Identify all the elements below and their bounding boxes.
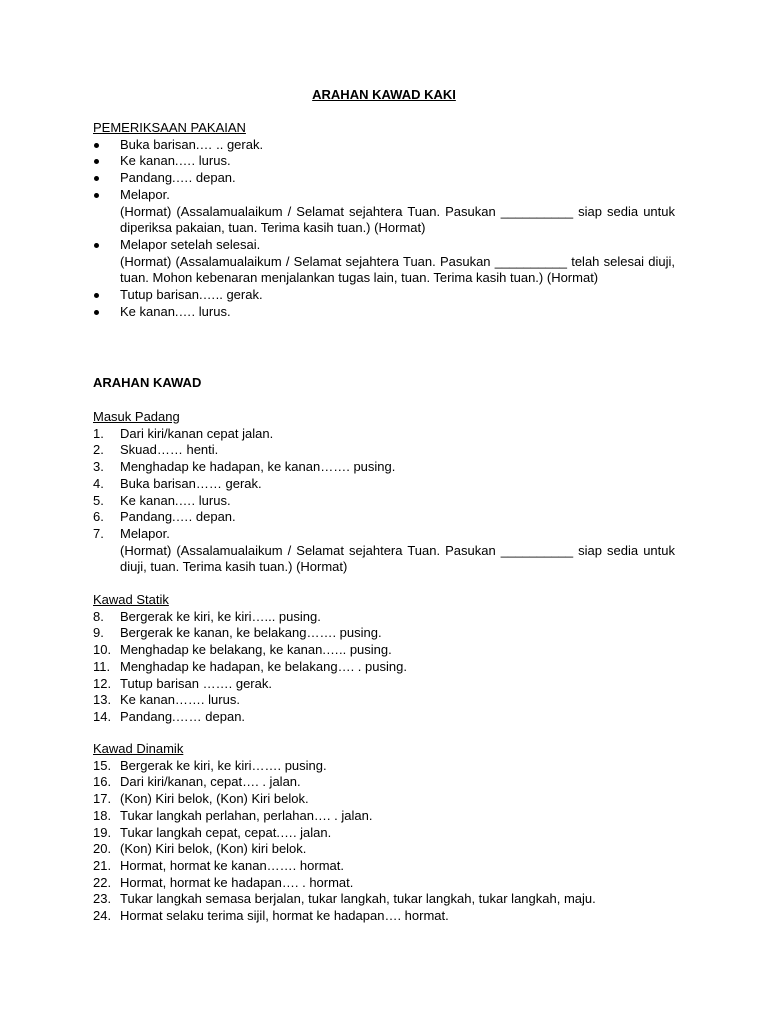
bullet-icon bbox=[93, 137, 105, 154]
list-item: 21. Hormat, hormat ke kanan……. hormat. bbox=[93, 857, 344, 873]
list-item: Melapor setelah selesai. (Hormat) (Assalamualaikum / Selamat sejahtera Tuan. Pasukan __________ telah selesai diuji, tuan. Mohon kebenaran menjalankan tugas lain, tuan. Terima kasih tuan.) (Hormat) bbox=[93, 237, 675, 287]
list-item: 9. Bergerak ke kanan, ke belakang……. pusing. bbox=[93, 625, 382, 641]
section-pemeriksaan-pakaian bbox=[93, 120, 675, 320]
list-item: Tutup barisan.….. gerak. bbox=[93, 287, 675, 304]
list-item: 7. Melapor. (Hormat) (Assalamualaikum / Selamat sejahtera Tuan. Pasukan __________ siap sedia untuk diuji, tuan. Terima kasih tuan.) (Hormat) bbox=[93, 525, 675, 575]
bullet-icon bbox=[93, 287, 105, 304]
list-item: 6. Pandang.…. depan. bbox=[93, 509, 236, 525]
subsection-heading: Kawad Dinamik bbox=[93, 741, 184, 756]
list-item: 19. Tukar langkah cepat, cepat.…. jalan. bbox=[93, 824, 332, 840]
list-item: 18. Tukar langkah perlahan, perlahan…. . jalan. bbox=[93, 807, 373, 823]
list-item: 16. Dari kiri/kanan, cepat…. . jalan. bbox=[93, 774, 301, 790]
list-item: Buka barisan.… .. gerak. bbox=[93, 137, 675, 154]
subsection-kawad-statik bbox=[93, 592, 675, 726]
list-item: 11. Menghadap ke hadapan, ke belakang…. . pusing. bbox=[93, 658, 407, 674]
bullet-icon bbox=[93, 187, 105, 204]
subsection-heading: Masuk Padang bbox=[93, 409, 180, 424]
list-item: 13. Ke kanan……. lurus. bbox=[93, 692, 240, 708]
list-item: 1. Dari kiri/kanan cepat jalan. bbox=[93, 425, 274, 441]
list-item: Ke kanan.…. lurus. bbox=[93, 304, 675, 321]
section-heading: PEMERIKSAAN PAKAIAN bbox=[93, 120, 246, 135]
list-item: 17. (Kon) Kiri belok, (Kon) Kiri belok. bbox=[93, 791, 309, 807]
list-item: Melapor. (Hormat) (Assalamualaikum / Selamat sejahtera Tuan. Pasukan __________ siap sedia untuk diperiksa pakaian, tuan. Terima kasih tuan.) (Hormat) bbox=[93, 187, 675, 237]
list-item: 3. Menghadap ke hadapan, ke kanan……. pusing. bbox=[93, 459, 396, 475]
list-item: 4. Buka barisan…… gerak. bbox=[93, 475, 262, 491]
report-note: (Hormat) (Assalamualaikum / Selamat sejahtera Tuan. Pasukan __________ telah selesai diuji, tuan. Mohon kebenaran menjalankan tugas lain, tuan. Terima kasih tuan.) (Hormat) bbox=[120, 253, 675, 286]
list-item: 24. Hormat selaku terima sijil, hormat ke hadapan…. hormat. bbox=[93, 908, 449, 924]
document-title: ARAHAN KAWAD KAKI bbox=[312, 87, 456, 102]
list-item: 8. Bergerak ke kiri, ke kiri…... pusing. bbox=[93, 608, 321, 624]
list-item: 14. Pandang.…… depan. bbox=[93, 708, 246, 724]
list-item: 12. Tutup barisan ……. gerak. bbox=[93, 675, 272, 691]
section-arahan-kawad bbox=[93, 375, 675, 392]
list-item: Pandang.…. depan. bbox=[93, 170, 675, 187]
bullet-icon bbox=[93, 170, 105, 187]
section-heading: ARAHAN KAWAD bbox=[93, 375, 202, 390]
list-item: 10. Menghadap ke belakang, ke kanan.….. pusing. bbox=[93, 642, 392, 658]
bullet-icon bbox=[93, 237, 105, 254]
list-item: 20. (Kon) Kiri belok, (Kon) kiri belok. bbox=[93, 841, 307, 857]
subsection-heading: Kawad Statik bbox=[93, 592, 169, 607]
bullet-icon bbox=[93, 304, 105, 321]
list-item: 5. Ke kanan.…. lurus. bbox=[93, 492, 231, 508]
subsection-masuk-padang bbox=[93, 409, 675, 576]
list-item: 23. Tukar langkah semasa berjalan, tukar langkah, tukar langkah, tukar langkah, maju. bbox=[93, 891, 596, 907]
subsection-kawad-dinamik bbox=[93, 741, 675, 925]
bullet-icon bbox=[93, 153, 105, 170]
list-item: 2. Skuad…… henti. bbox=[93, 442, 219, 458]
list-item: Ke kanan.…. lurus. bbox=[93, 153, 675, 170]
list-item: 15. Bergerak ke kiri, ke kiri……. pusing. bbox=[93, 757, 327, 773]
list-item: 22. Hormat, hormat ke hadapan…. . hormat. bbox=[93, 874, 354, 890]
report-note: (Hormat) (Assalamualaikum / Selamat sejahtera Tuan. Pasukan __________ siap sedia untuk diuji, tuan. Terima kasih tuan.) (Hormat) bbox=[120, 542, 675, 575]
report-note: (Hormat) (Assalamualaikum / Selamat sejahtera Tuan. Pasukan __________ siap sedia untuk diperiksa pakaian, tuan. Terima kasih tuan.) (Hormat) bbox=[120, 203, 675, 236]
